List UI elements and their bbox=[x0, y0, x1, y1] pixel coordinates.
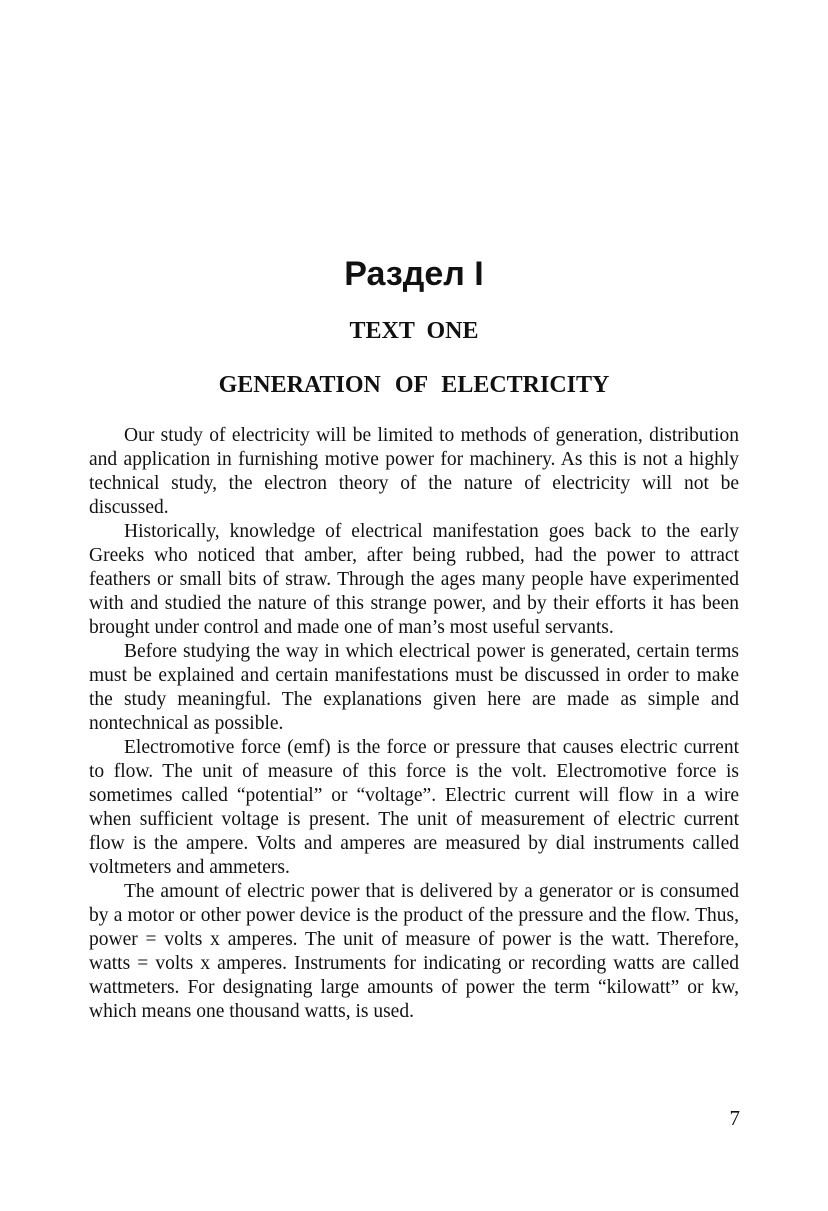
text-label: TEXT ONE bbox=[349, 318, 479, 344]
page-number: 7 bbox=[729, 1106, 740, 1130]
section-title: Раздел I bbox=[344, 255, 484, 293]
paragraph: Historically, knowledge of electrical manifestation goes back to the early Greeks who noticed that amber, after being rubbed, had the power to attract feathers or small bits of straw. Through the ages many people have experimented with and studied the nature of this strange power, and by their efforts it has been brought under control and made one of man’s most useful servants. bbox=[89, 521, 739, 638]
paragraph: Electromotive force (emf) is the force or pressure that causes electric current to flow. The unit of measure of this force is the volt. Electromotive force is sometimes called “potential” or “voltage”. Electric current will flow in a wire when sufficient voltage is present. The unit of measurement of electric current flow is the ampere. Volts and amperes are measured by dial instruments called voltmeters and ammeters. bbox=[89, 737, 739, 878]
body-text bbox=[89, 424, 739, 1024]
text-title: GENERATION OF ELECTRICITY bbox=[218, 372, 610, 398]
paragraph: Our study of electricity will be limited to methods of generation, distribution and application in furnishing motive power for machinery. As this is not a highly technical study, the electron theory of the nature of electricity will not be discussed. bbox=[89, 425, 739, 518]
paragraph: The amount of electric power that is delivered by a generator or is consumed by a motor or other power device is the product of the pressure and the flow. Thus, power = volts x amperes. The unit of measure of power is the watt. Therefore, watts = volts x amperes. Instruments for indicating or recording watts are called wattmeters. For designating large amounts of power the term “kilowatt” or kw, which means one thousand watts, is used. bbox=[89, 881, 739, 1022]
paragraph: Before studying the way in which electrical power is generated, certain terms must be explained and certain manifestations must be discussed in order to make the study meaningful. The explanations given here are made as simple and nontechnical as possible. bbox=[89, 641, 739, 734]
